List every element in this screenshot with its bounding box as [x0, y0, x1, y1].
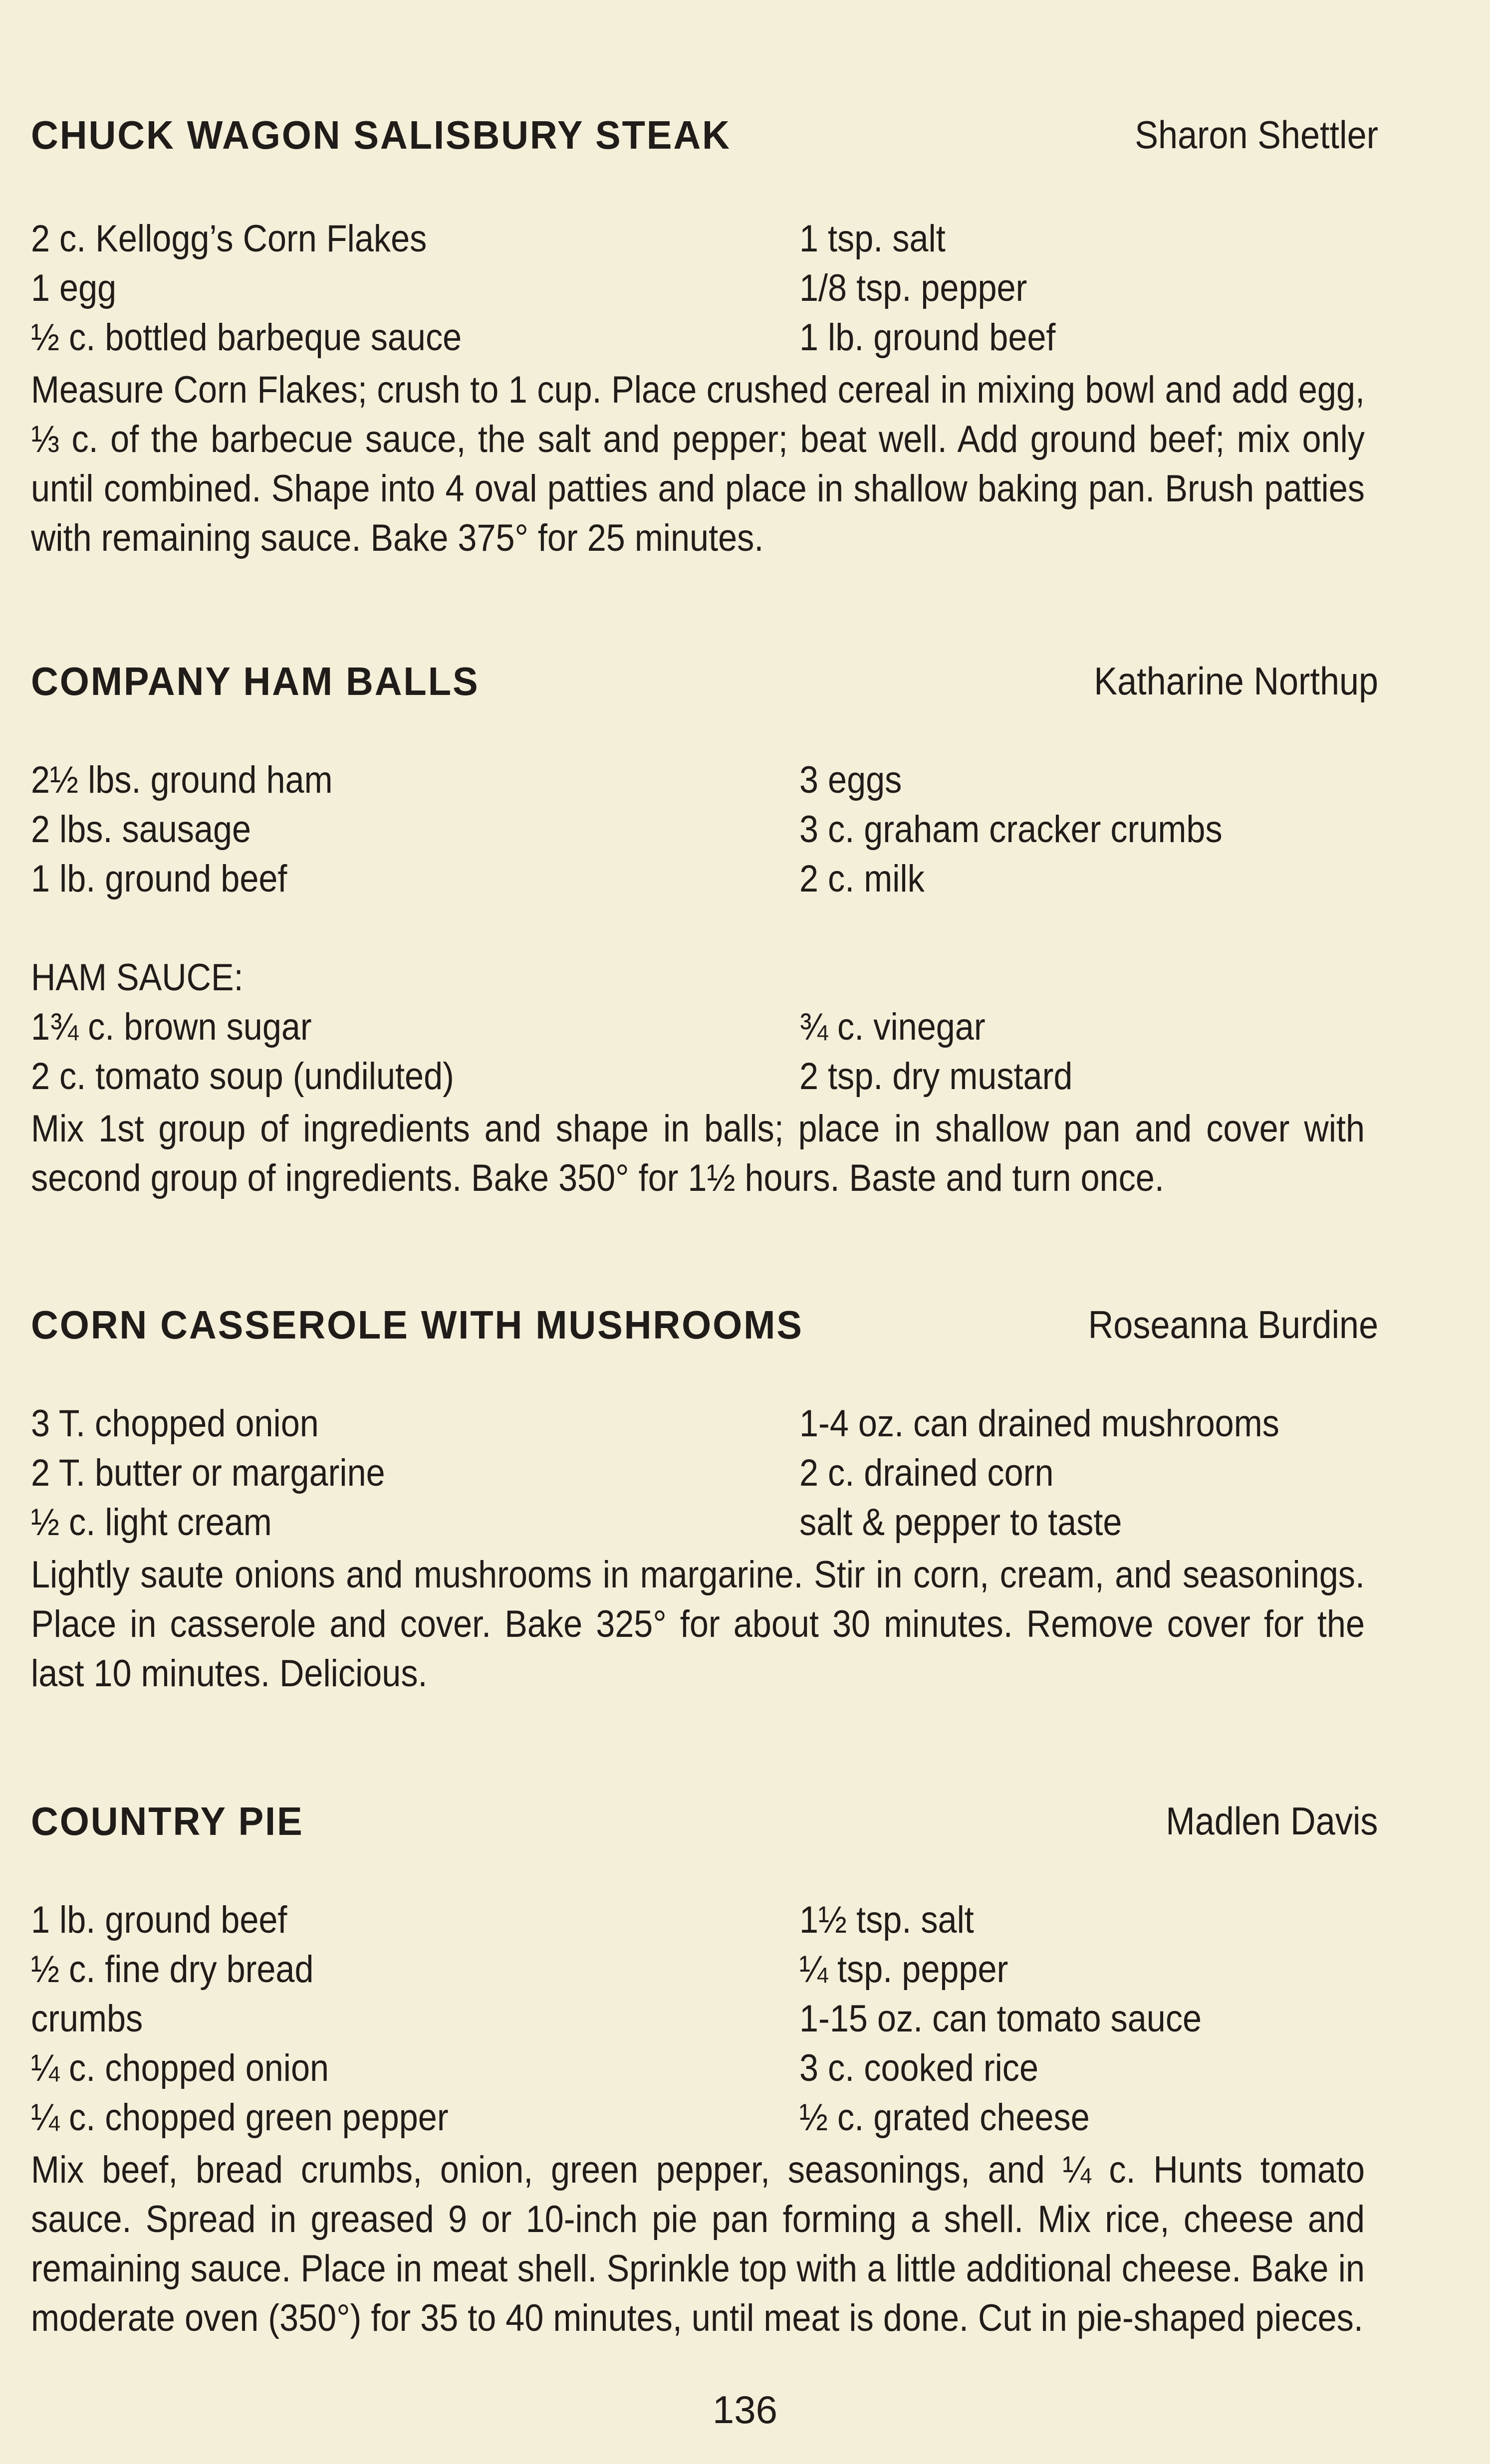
ingredient: 2½ lbs. ground ham	[31, 759, 333, 801]
ingredient: 3 T. chopped onion	[31, 1402, 319, 1445]
ingredient-list	[31, 758, 1378, 906]
ingredient-row	[31, 1501, 1378, 1550]
ingredient: salt & pepper to taste	[799, 1501, 1122, 1544]
ingredient: 1 lb. ground beef	[31, 1899, 287, 1941]
ingredient: ¼ c. chopped green pepper	[31, 2096, 449, 2139]
ingredient: ¼ c. chopped onion	[31, 2047, 329, 2089]
ingredient-row	[31, 758, 1378, 808]
recipe-header	[31, 1302, 1378, 1357]
ingredient: ½ c. grated cheese	[799, 2096, 1090, 2139]
ingredient: crumbs	[31, 1998, 143, 2040]
ingredient: 2 lbs. sausage	[31, 808, 251, 851]
ingredient-row	[31, 808, 1378, 857]
ingredient: 1/8 tsp. pepper	[799, 267, 1027, 309]
recipe-title: COMPANY HAM BALLS	[31, 659, 480, 703]
ingredient-row	[31, 1948, 1378, 1997]
recipe-author: Katharine Northup	[1094, 659, 1378, 703]
ingredient: 2 c. tomato soup (undiluted)	[31, 1055, 454, 1098]
ingredient: 1 egg	[31, 267, 117, 309]
ingredient: 1-15 oz. can tomato sauce	[799, 1998, 1202, 2040]
ingredient-row	[31, 1055, 1378, 1104]
recipe-author: Roseanna Burdine	[1088, 1303, 1378, 1346]
recipe-header	[31, 112, 1378, 167]
ingredient-list	[31, 1898, 1378, 2145]
recipe-title: COUNTRY PIE	[31, 1799, 304, 1843]
ingredient-row	[31, 217, 1378, 266]
recipe-instructions: Measure Corn Flakes; crush to 1 cup. Place crushed cereal in mixing bowl and add egg, ⅓ c. of the barbecue sauce, the salt and pepper; beat well. Add ground beef; mix only until combined. Shape into 4 oval patties and place in shallow baking pan. Brush patties with remaining sauce. Bake 375° for 25 minutes.	[31, 369, 1365, 559]
recipe-author: Sharon Shettler	[1135, 113, 1378, 157]
ingredient: 2 T. butter or margarine	[31, 1452, 385, 1494]
ingredient: 1-4 oz. can drained mushrooms	[799, 1402, 1279, 1445]
sauce-ingredient-list	[31, 1005, 1378, 1104]
ingredient: ¼ tsp. pepper	[799, 1948, 1008, 1991]
ingredient: 1¾ c. brown sugar	[31, 1006, 312, 1048]
ingredient: 2 c. Kellogg’s Corn Flakes	[31, 218, 427, 260]
ingredient-row	[31, 1005, 1378, 1055]
recipe-country-pie	[31, 1798, 1378, 2343]
recipe-instructions: Mix beef, bread crumbs, onion, green pepper, seasonings, and ¼ c. Hunts tomato sauce. Spread in greased 9 or 10-inch pie pan forming a shell. Mix rice, cheese and remaining sauce. Place in meat shell. Sprinkle top with a little additional cheese. Bake in moderate oven (350°) for 35 to 40 minutes, until meat is done. Cut in pie-shaped pieces.	[31, 2149, 1365, 2339]
ingredient-list	[31, 217, 1378, 365]
ingredient-row	[31, 266, 1378, 316]
ingredient-row	[31, 1997, 1378, 2046]
page-number: 136	[712, 2388, 778, 2432]
ingredient: 3 c. graham cracker crumbs	[799, 808, 1223, 851]
ingredient: ¾ c. vinegar	[799, 1006, 986, 1048]
sauce-label: HAM SAUCE:	[31, 956, 244, 999]
recipe-author: Madlen Davis	[1166, 1799, 1378, 1843]
ingredient: ½ c. fine dry bread	[31, 1948, 314, 1991]
ingredient-row	[31, 2096, 1378, 2145]
recipe-instructions: Lightly saute onions and mushrooms in margarine. Stir in corn, cream, and seasonings. Place in casserole and cover. Bake 325° for about 30 minutes. Remove cover for the last 10 minutes. Delicious.	[31, 1554, 1365, 1695]
recipe-header	[31, 659, 1378, 713]
recipe-header	[31, 1798, 1378, 1853]
ingredient: 2 c. milk	[799, 858, 925, 900]
recipe-title: CORN CASSEROLE WITH MUSHROOMS	[31, 1303, 803, 1347]
recipe-title: CHUCK WAGON SALISBURY STEAK	[31, 113, 731, 157]
ingredient: 1 lb. ground beef	[31, 858, 287, 900]
ingredient: 1 tsp. salt	[799, 218, 946, 260]
ingredient-row	[31, 857, 1378, 906]
ingredient-row	[31, 1898, 1378, 1948]
ingredient-row	[31, 1451, 1378, 1501]
ingredient: 1½ tsp. salt	[799, 1899, 974, 1941]
recipe-chuck-wagon-salisbury-steak	[31, 112, 1378, 563]
ingredient-row	[31, 2046, 1378, 2096]
ingredient: ½ c. bottled barbeque sauce	[31, 316, 462, 359]
ingredient-row	[31, 1402, 1378, 1451]
recipe-instructions: Mix 1st group of ingredients and shape in balls; place in shallow pan and cover with second group of ingredients. Bake 350° for 1½ hours. Baste and turn once.	[31, 1108, 1365, 1199]
recipe-company-ham-balls	[31, 659, 1378, 1203]
ingredient: 1 lb. ground beef	[799, 316, 1056, 359]
ingredient: 3 c. cooked rice	[799, 2047, 1039, 2089]
ingredient-row	[31, 316, 1378, 365]
ingredient: 3 eggs	[799, 759, 902, 801]
ingredient: 2 c. drained corn	[799, 1452, 1054, 1494]
ingredient: 2 tsp. dry mustard	[799, 1055, 1073, 1098]
ingredient: ½ c. light cream	[31, 1501, 272, 1544]
recipe-corn-casserole-with-mushrooms	[31, 1302, 1378, 1698]
ingredient-list	[31, 1402, 1378, 1550]
